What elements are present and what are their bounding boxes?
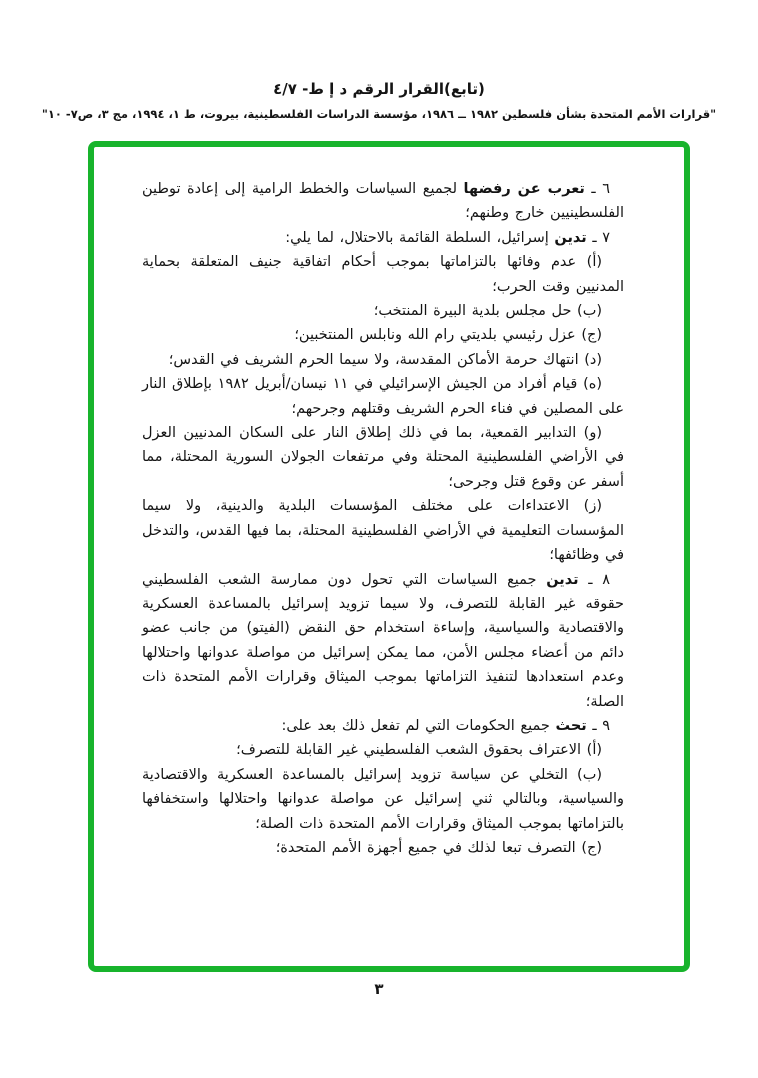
paragraph-marker: (ب) — [577, 766, 603, 783]
paragraph-marker: (ب) — [577, 303, 602, 320]
subitem-9c — [142, 836, 624, 860]
paragraph-marker: ٦ ـ — [591, 181, 611, 197]
paragraph-text: الاعتداءات على مختلف المؤسسات البلدية والدينية، ولا سيما المؤسسات التعليمية في الأراضي الفلسطينية المحتلة، بما فيها القدس، والتدخل في وظائفها؛ — [142, 498, 624, 564]
page-number: ٣ — [374, 980, 384, 998]
paragraph-bold-lead: تدين — [554, 229, 587, 246]
paragraph-6 — [142, 177, 624, 226]
paragraph-marker: ٩ ـ — [592, 717, 610, 734]
green-border-text-frame — [88, 141, 690, 972]
resolution-title: (تابع)القرار الرقم د إ ط- ٤/٧ — [273, 80, 485, 98]
paragraph-text: عزل رئيسي بلديتي رام الله ونابلس المنتخبين؛ — [294, 327, 576, 344]
paragraph-bold-lead: تعرب عن رفضها — [463, 181, 585, 197]
paragraph-marker: (ز) — [583, 498, 602, 515]
subitem-9a — [142, 738, 624, 762]
subitem-9b — [142, 763, 624, 836]
paragraph-text: قيام أفراد من الجيش الإسرائيلي في ١١ نيسان/أبريل ١٩٨٢ بإطلاق النار على المصلين في فناء الحرم الشريف وقتلهم وجرحهم؛ — [142, 376, 624, 417]
paragraph-text: الاعتراف بحقوق الشعب الفلسطيني غير القابلة للتصرف؛ — [236, 742, 582, 759]
paragraph-marker: (أ) — [586, 742, 602, 759]
paragraph-9 — [142, 714, 624, 738]
subitem-7g — [142, 494, 624, 567]
paragraph-marker: ٧ ـ — [592, 229, 610, 246]
subitem-7d — [142, 348, 624, 372]
paragraph-8 — [142, 568, 624, 714]
paragraph-text: التخلي عن سياسة تزويد إسرائيل بالمساعدة العسكرية والاقتصادية والسياسية، وبالتالي ثني إسرائيل عن مواصلة عدوانها واحتلالها واستخفافها بالتزاماتها بموجب الميثاق وقرارات الأمم المتحدة ذات الصلة؛ — [142, 766, 624, 832]
paragraph-text: جميع الحكومات التي لم تفعل ذلك بعد على: — [281, 717, 550, 734]
paragraph-bold-lead: تدين — [546, 571, 579, 588]
paragraph-marker: (ج) — [581, 327, 602, 344]
subitem-7a — [142, 250, 624, 299]
paragraph-text: جميع السياسات التي تحول دون ممارسة الشعب الفلسطيني حقوقه غير القابلة للتصرف، ولا سيما تزويد إسرائيل بالمساعدة العسكرية والاقتصادية والسياسية، وإساءة استخدام حق النقض (الفيتو) من جانب عضو دائم من أعضاء مجلس الأمن، مما يمكن إسرائيل من مواصلة عدوانها واحتلالها وعدم استعدادها لتنفيذ التزاماتها بموجب الميثاق وقرارات الأمم المتحدة ذات الصلة؛ — [142, 571, 624, 710]
paragraph-bold-lead: تحث — [555, 717, 587, 734]
paragraph-text: التدابير القمعية، بما في ذلك إطلاق النار على السكان المدنيين العزل في الأراضي الفلسطينية المحتلة وفي مرتفعات الجولان السورية المحتلة، مما أسفر عن وقوع قتل وجرحى؛ — [142, 425, 624, 490]
paragraph-text: انتهاك حرمة الأماكن المقدسة، ولا سيما الحرم الشريف في القدس؛ — [168, 351, 579, 368]
paragraph-marker: (أ) — [586, 254, 602, 271]
paragraph-marker: (و) — [583, 425, 602, 442]
paragraph-7 — [142, 226, 624, 250]
subitem-7f — [142, 421, 624, 494]
source-citation-line: "قرارات الأمم المتحدة بشأن فلسطين ١٩٨٢ ــ ١٩٨٦، مؤسسة الدراسات الفلسطينية، بيروت، ط ١، ١٩٩٤، مج ٣، ص٧- ١٠" — [41, 107, 717, 121]
subitem-7e — [142, 372, 624, 421]
subitem-7c — [142, 323, 624, 347]
paragraph-text: إسرائيل، السلطة القائمة بالاحتلال، لما يلي: — [285, 229, 549, 246]
paragraph-marker: (ه) — [583, 376, 602, 393]
paragraph-marker: (ج) — [581, 839, 602, 856]
paragraph-text: التصرف تبعا لذلك في جميع أجهزة الأمم المتحدة؛ — [275, 839, 576, 856]
subitem-7b — [142, 299, 624, 323]
paragraph-marker: ٨ ـ — [588, 571, 611, 588]
paragraph-text: حل مجلس بلدية البيرة المنتخب؛ — [373, 303, 572, 320]
paragraph-marker: (د) — [584, 351, 602, 368]
paragraph-text: لجميع السياسات والخطط الرامية إلى إعادة توطين الفلسطينيين خارج وطنهم؛ — [142, 181, 624, 222]
paragraph-text: عدم وفائها بالتزاماتها بموجب أحكام اتفاقية جنيف المتعلقة بحماية المدنيين وقت الحرب؛ — [142, 254, 624, 295]
